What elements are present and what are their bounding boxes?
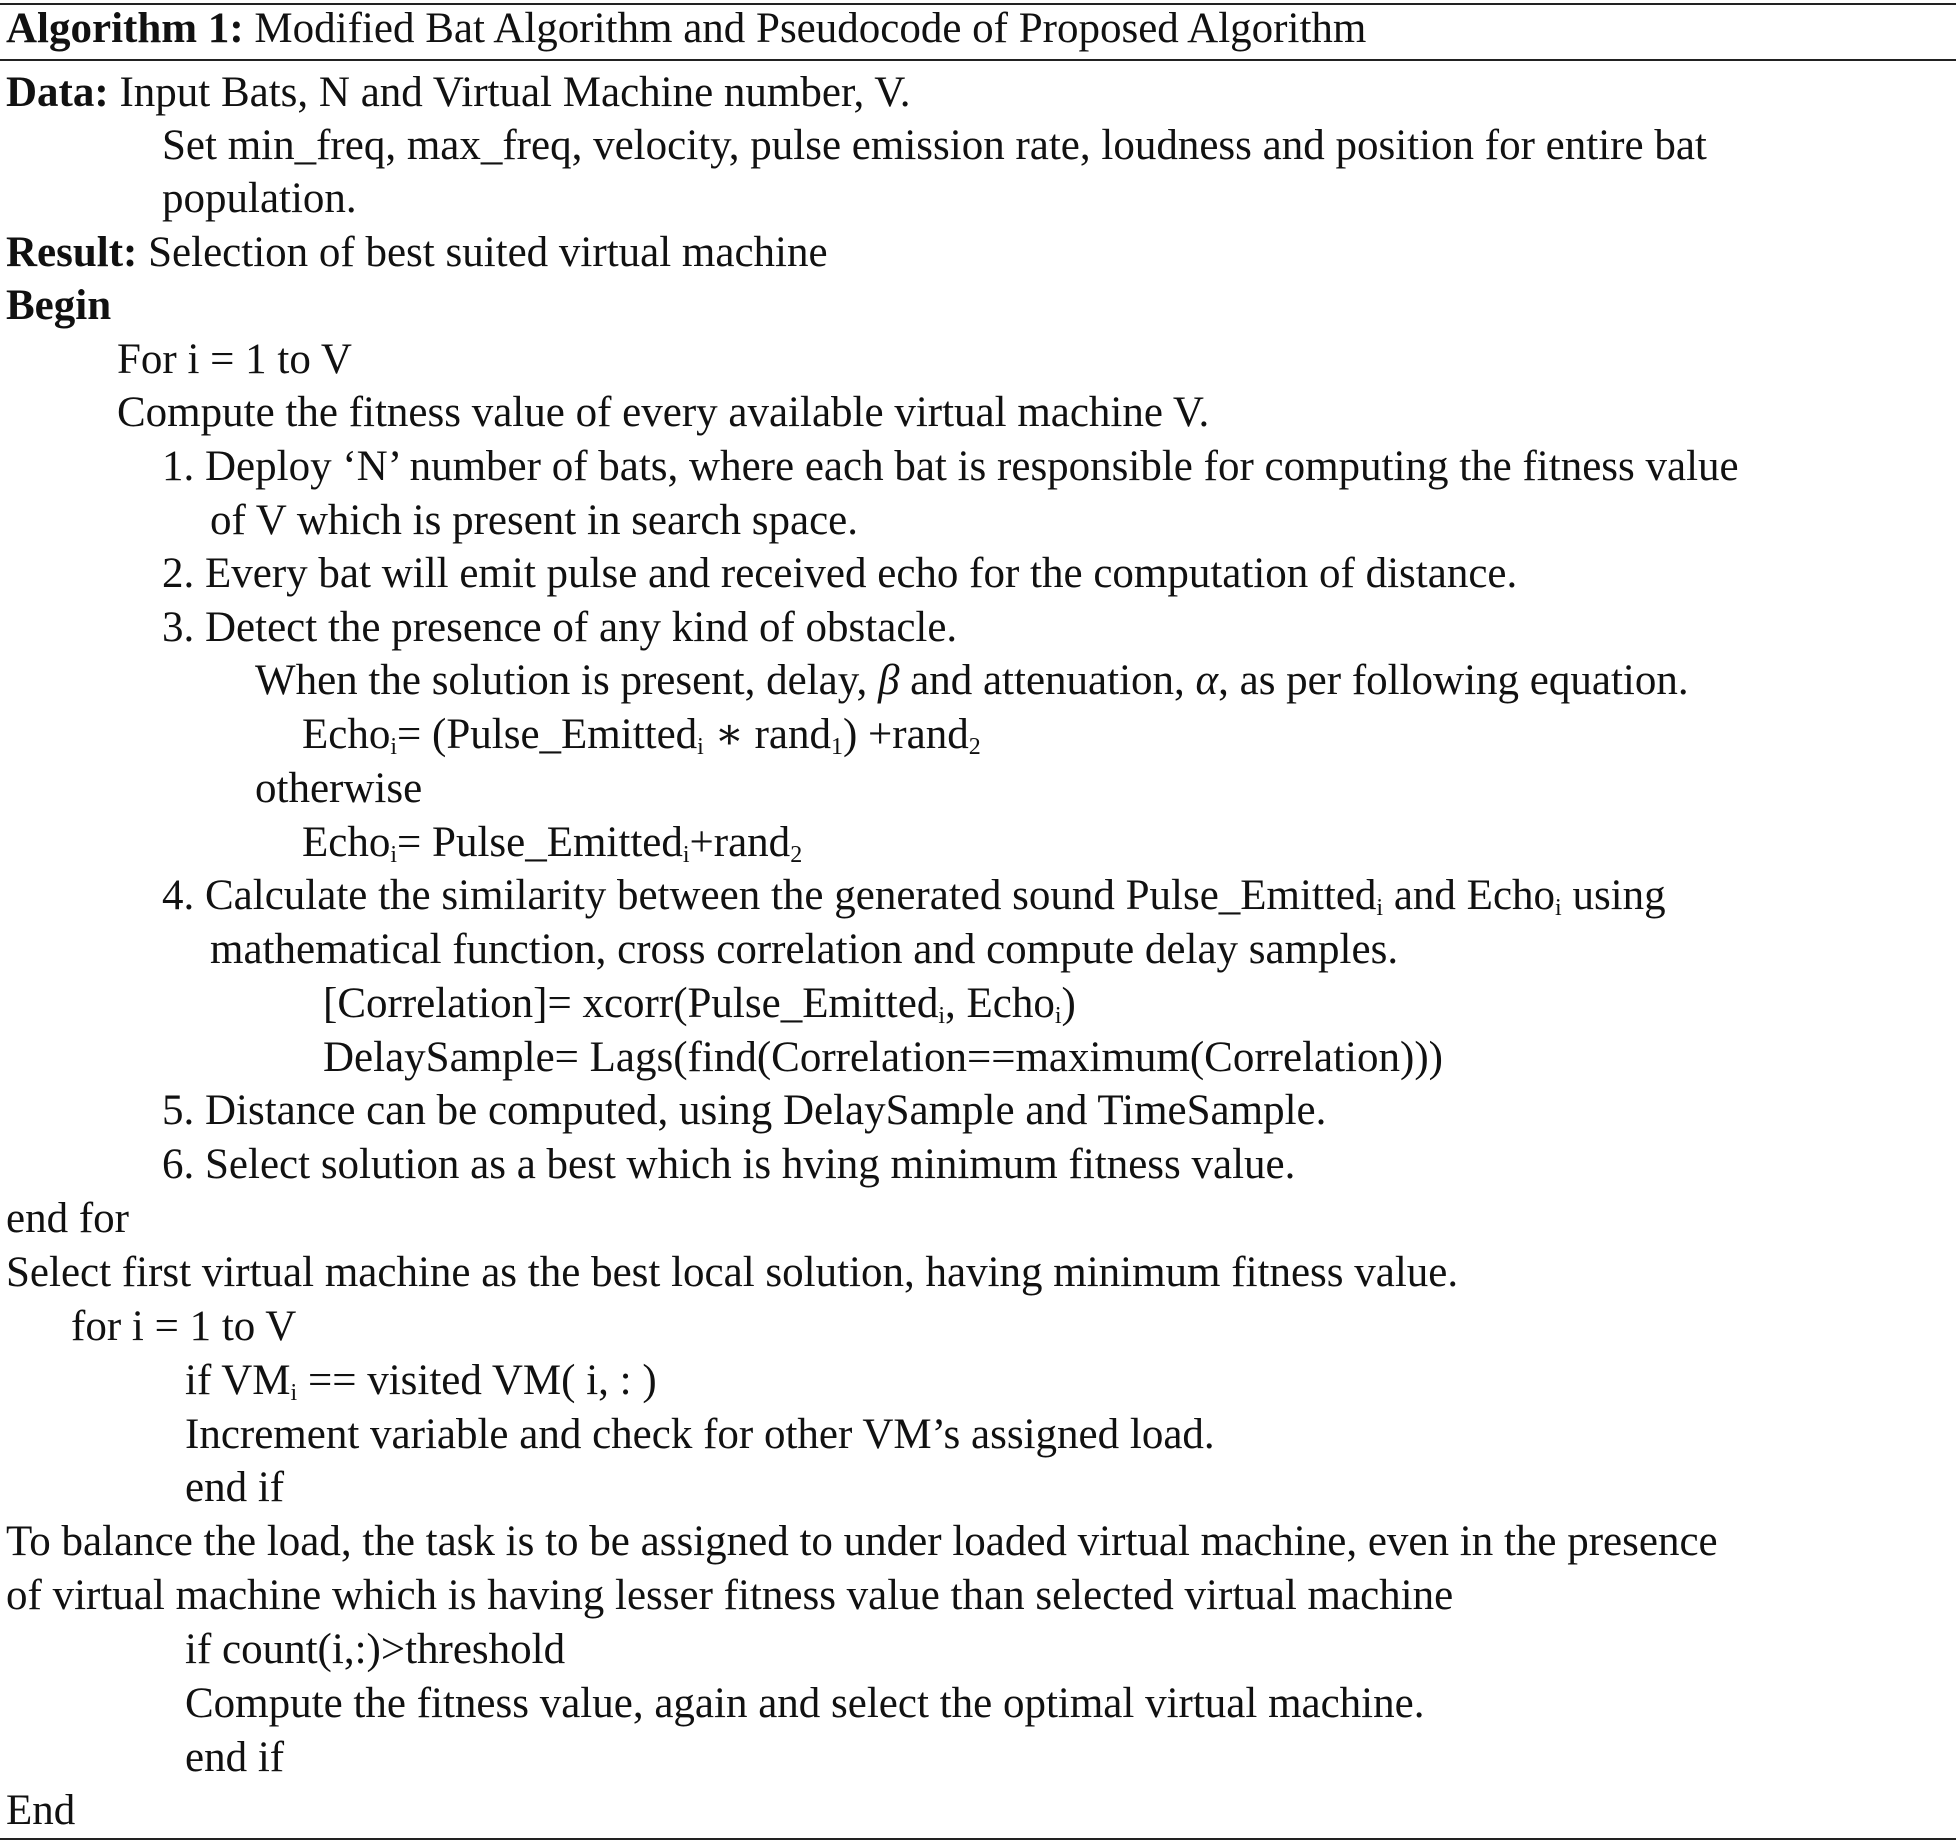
if-count-line: if count(i,:)>threshold (185, 1626, 566, 1673)
result-label: Result: (6, 229, 138, 276)
eq2-sub-2: 2 (790, 842, 803, 868)
data-cont-1: Set min_freq, max_freq, velocity, pulse emission rate, loudness and position for entire bat (162, 122, 1707, 169)
if-vm-part2: == visited VM( i, : ) (297, 1357, 657, 1404)
corr-sub-b: i (1054, 1003, 1062, 1029)
eq1-sub-i-a: i (390, 734, 398, 760)
eq2-end: +rand (689, 819, 791, 866)
end-keyword: End (6, 1787, 76, 1834)
end-for-keyword: end for (6, 1195, 129, 1242)
result-line (6, 226, 828, 280)
bottom-rule (0, 1838, 1956, 1840)
eq2-sub-i-b: i (682, 842, 690, 868)
corr-part1: [Correlation]= xcorr(Pulse_Emitted (323, 980, 939, 1027)
eq2-mid: = Pulse_Emitted (397, 819, 683, 866)
end-if-2: end if (185, 1734, 285, 1781)
if-vm-part1: if VM (185, 1357, 291, 1404)
step4a-sub-a: i (1376, 895, 1384, 921)
begin-text: Begin (6, 282, 112, 329)
increment-line: Increment variable and check for other VM’s assigned load. (185, 1411, 1215, 1458)
eq2-sub-i-a: i (390, 842, 398, 868)
correlation-equation (323, 977, 1076, 1031)
echo-equation-2 (302, 816, 802, 870)
when-line (255, 654, 1689, 708)
if-vm-sub: i (290, 1380, 298, 1406)
eq2-echo: Echo (302, 819, 391, 866)
otherwise-keyword: otherwise (255, 765, 423, 812)
when-text-c: , as per following equation. (1218, 657, 1689, 704)
for-loop-1: For i = 1 to V (117, 336, 352, 383)
eq1-mid: = (Pulse_Emitted (397, 711, 698, 758)
eq1-end: ) +rand (842, 711, 969, 758)
when-text-a: When the solution is present, delay, (255, 657, 868, 704)
step-1b: of V which is present in search space. (210, 497, 859, 544)
data-cont-2: population. (162, 175, 357, 222)
echo-equation-1 (302, 708, 981, 762)
step-4a (162, 869, 1666, 923)
step-6: 6. Select solution as a best which is hving minimum fitness value. (162, 1141, 1296, 1188)
eq1-sub-2: 2 (968, 734, 981, 760)
begin-keyword (6, 279, 111, 333)
step4a-part1: 4. Calculate the similarity between the generated sound Pulse_Emitted (162, 872, 1377, 919)
corr-sub-a: i (938, 1003, 946, 1029)
step-5: 5. Distance can be computed, using DelaySample and TimeSample. (162, 1087, 1327, 1134)
result-text: Selection of best suited virtual machine (148, 229, 828, 276)
compute-fitness-line: Compute the fitness value of every available virtual machine V. (117, 389, 1210, 436)
step-1a: 1. Deploy ‘N’ number of bats, where each bat is responsible for computing the fitness value (162, 443, 1739, 490)
eq1-sub-i-b: i (697, 734, 704, 760)
step-4b: mathematical function, cross correlation and compute delay samples. (210, 926, 1399, 973)
balance-line-2: of virtual machine which is having lesser fitness value than selected virtual machine (6, 1572, 1454, 1619)
data-text: Input Bats, N and Virtual Machine number, V. (119, 69, 911, 116)
algorithm-label: Algorithm 1: (6, 5, 244, 52)
delay-sample-equation: DelaySample= Lags(find(Correlation==maximum(Correlation))) (323, 1034, 1443, 1081)
select-first-line: Select first virtual machine as the best local solution, having minimum fitness value. (6, 1249, 1459, 1296)
balance-line-1: To balance the load, the task is to be assigned to under loaded virtual machine, even in the presence (6, 1518, 1718, 1565)
algorithm-caption (6, 2, 1366, 56)
data-line (6, 66, 911, 120)
corr-part3: ) (1061, 980, 1076, 1027)
step-3: 3. Detect the presence of any kind of obstacle. (162, 604, 958, 651)
alpha-symbol: α (1195, 657, 1219, 704)
end-if-1: end if (185, 1464, 285, 1511)
step-2: 2. Every bat will emit pulse and received echo for the computation of distance. (162, 550, 1518, 597)
step4a-part2: and Echo (1383, 872, 1556, 919)
step4a-sub-b: i (1555, 895, 1562, 921)
recompute-line: Compute the fitness value, again and select the optimal virtual machine. (185, 1680, 1425, 1727)
eq1-times: ∗ rand (703, 711, 831, 758)
title-rule (0, 59, 1956, 61)
if-vm-line (185, 1354, 657, 1408)
beta-symbol: β (877, 657, 900, 704)
eq1-echo: Echo (302, 711, 391, 758)
algorithm-title: Modified Bat Algorithm and Pseudocode of Proposed Algorithm (254, 5, 1367, 52)
for-loop-2: for i = 1 to V (71, 1303, 297, 1350)
step4a-part3: using (1561, 872, 1666, 919)
data-label: Data: (6, 69, 109, 116)
when-text-b: and attenuation, (910, 657, 1185, 704)
corr-part2: , Echo (945, 980, 1055, 1027)
eq1-sub-1: 1 (830, 734, 843, 760)
